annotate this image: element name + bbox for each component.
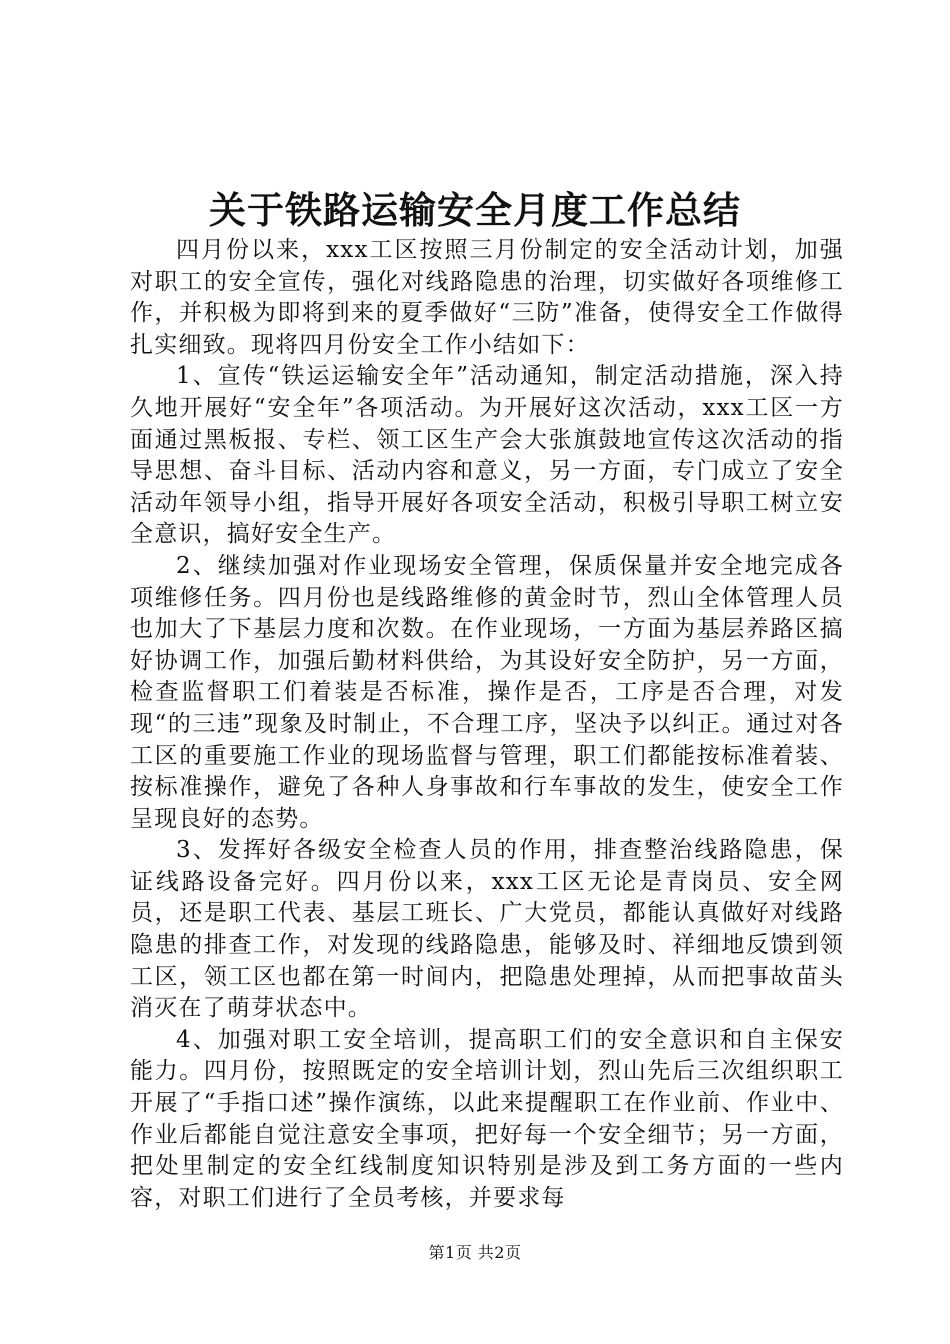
paragraph-intro: 四月份以来，xxx工区按照三月份制定的安全活动计划，加强对职工的安全宣传，强化对线路隐患的治理，切实做好各项维修工作，并积极为即将到来的夏季做好“三防”准备，使得安全工作做得扎实细致。现将四月份安全工作小结如下： xyxy=(130,237,844,358)
document-title: 关于铁路运输安全月度工作总结 xyxy=(209,188,741,232)
paragraph-item-1: 1、宣传“铁运运输安全年”活动通知，制定活动措施，深入持久地开展好“安全年”各项活动。为开展好这次活动，xxx工区一方面通过黑板报、专栏、领工区生产会大张旗鼓地宣传这次活动的指导思想、奋斗目标、活动内容和意义，另一方面，专门成立了安全活动年领导小组，指导开展好各项安全活动，积极引导职工树立安全意识，搞好安全生产。 xyxy=(130,363,844,548)
page-number: 第1页 共2页 xyxy=(428,1243,522,1262)
paragraph-item-2: 2、继续加强对作业现场安全管理，保质保量并安全地完成各项维修任务。四月份也是线路维修的黄金时节，烈山全体管理人员也加大了下基层力度和次数。在作业现场，一方面为基层养路区搞好协调工作，加强后勤材料供给，为其设好安全防护，另一方面，检查监督职工们着装是否标准，操作是否，工序是否合理，对发现“的三违”现象及时制止，不合理工序，坚决予以纠正。通过对各工区的重要施工作业的现场监督与管理，职工们都能按标准着装、按标准操作，避免了各种人身事故和行车事故的发生，使安全工作呈现良好的态势。 xyxy=(130,552,844,832)
document-body xyxy=(130,235,844,1214)
paragraph-item-4: 4、加强对职工安全培训，提高职工们的安全意识和自主保安能力。四月份，按照既定的安全培训计划，烈山先后三次组织职工开展了“手指口述”操作演练，以此来提醒职工在作业前、作业中、作业后都能自觉注意安全事项，把好每一个安全细节；另一方面，把处里制定的安全红线制度知识特别是涉及到工务方面的一些内容，对职工们进行了全员考核，并要求每 xyxy=(130,1026,844,1211)
paragraph-item-3: 3、发挥好各级安全检查人员的作用，排查整治线路隐患，保证线路设备完好。四月份以来，xxx工区无论是青岗员、安全网员，还是职工代表、基层工班长、广大党员，都能认真做好对线路隐患的排查工作，对发现的线路隐患，能够及时、祥细地反馈到领工区，领工区也都在第一时间内，把隐患处理掉，从而把事故苗头消灭在了萌芽状态中。 xyxy=(130,837,844,1022)
